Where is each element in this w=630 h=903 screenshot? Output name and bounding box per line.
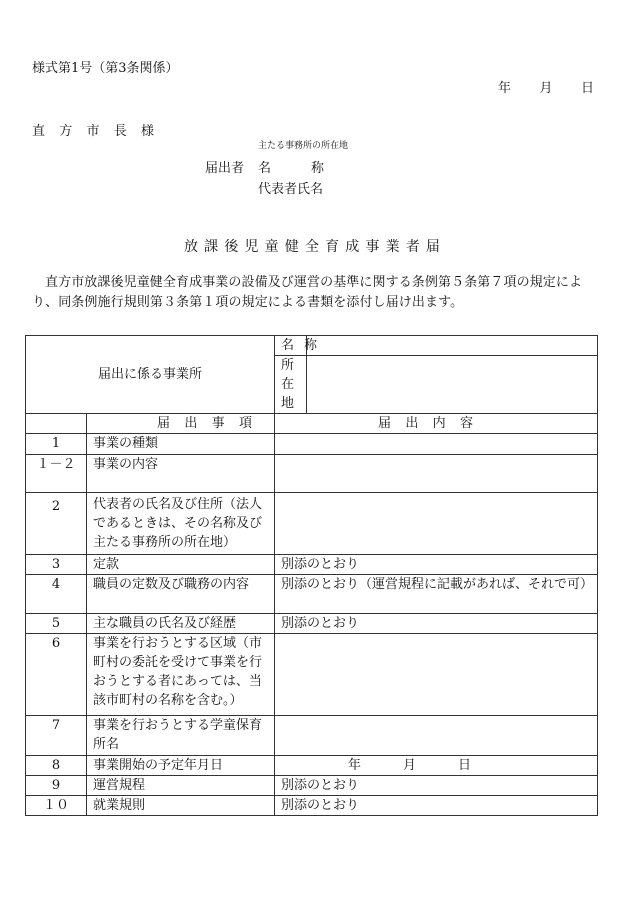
representative-label: 代表者氏名 xyxy=(258,182,324,197)
notification-table xyxy=(25,335,598,816)
form-number: 様式第1号（第3条関係） xyxy=(32,61,179,76)
applicant-label: 届出者 xyxy=(205,161,245,176)
main-office-location-label: 主たる事務所の所在地 xyxy=(258,141,349,151)
business-location-field[interactable] xyxy=(307,356,598,414)
row-item: 代表者の氏名及び住所（法人であるときは、その名称及び主たる事務所の所在地） xyxy=(87,493,275,555)
row-item: 運営規程 xyxy=(87,776,275,796)
business-name-field[interactable] xyxy=(307,336,598,356)
business-label: 届出に係る事業所 xyxy=(26,336,275,414)
row-item: 事業の種類 xyxy=(87,434,275,455)
row-number: 2 xyxy=(26,493,87,555)
header-blank xyxy=(26,414,87,434)
row-item: 職員の定数及び職務の内容 xyxy=(87,575,275,614)
row-content[interactable] xyxy=(275,493,598,555)
row-number: １－２ xyxy=(26,455,87,493)
row-item: 事業を行おうとする区域（市町村の委託を受けて事業を行おうとする者にあっては、当該市町村の名称を含む。） xyxy=(87,634,275,716)
row-content[interactable] xyxy=(275,434,598,455)
row-content-date[interactable]: 年 月 日 xyxy=(275,756,598,776)
row-number: 9 xyxy=(26,776,87,796)
row-number: 5 xyxy=(26,614,87,634)
row-number: 8 xyxy=(26,756,87,776)
header-content: 届 出 内 容 xyxy=(275,414,598,434)
row-number: １０ xyxy=(26,796,87,816)
row-content[interactable]: 別添のとおり xyxy=(275,796,598,816)
body-text: 直方市放課後児童健全育成事業の設備及び運営の基準に関する条例第５条第７項の規定により、同条例施行規則第３条第１項の規定による書類を添付し届け出ます。 xyxy=(32,275,583,310)
row-item: 事業開始の予定年月日 xyxy=(87,756,275,776)
row-content[interactable]: 別添のとおり（運営規程に記載があれば、それで可） xyxy=(275,575,598,614)
row-number: 7 xyxy=(26,716,87,756)
row-content[interactable]: 別添のとおり xyxy=(275,614,598,634)
addressee: 直 方 市 長 様 xyxy=(32,124,154,139)
row-item: 事業を行おうとする学童保育所名 xyxy=(87,716,275,756)
date-day: 日 xyxy=(580,81,594,96)
row-number: 1 xyxy=(26,434,87,455)
row-content[interactable] xyxy=(275,634,598,716)
row-number: 4 xyxy=(26,575,87,614)
row-content[interactable] xyxy=(275,716,598,756)
row-item: 就業規則 xyxy=(87,796,275,816)
business-location-label: 所在地 xyxy=(275,356,307,414)
date-year: 年 xyxy=(498,81,512,96)
row-content[interactable] xyxy=(275,455,598,493)
business-name-label: 名 称 xyxy=(275,336,307,356)
applicant-name-label: 名 称 xyxy=(258,161,324,176)
row-number: 6 xyxy=(26,634,87,716)
header-item: 届 出 事 項 xyxy=(87,414,275,434)
document-title: 放 課 後 児 童 健 全 育 成 事 業 者 届 xyxy=(184,239,440,255)
row-number: 3 xyxy=(26,555,87,575)
date-month: 月 xyxy=(539,81,553,96)
date-line xyxy=(498,77,594,96)
row-content[interactable]: 別添のとおり xyxy=(275,555,598,575)
row-item: 主な職員の氏名及び経歴 xyxy=(87,614,275,634)
row-item: 事業の内容 xyxy=(87,455,275,493)
row-item: 定款 xyxy=(87,555,275,575)
row-content[interactable]: 別添のとおり xyxy=(275,776,598,796)
